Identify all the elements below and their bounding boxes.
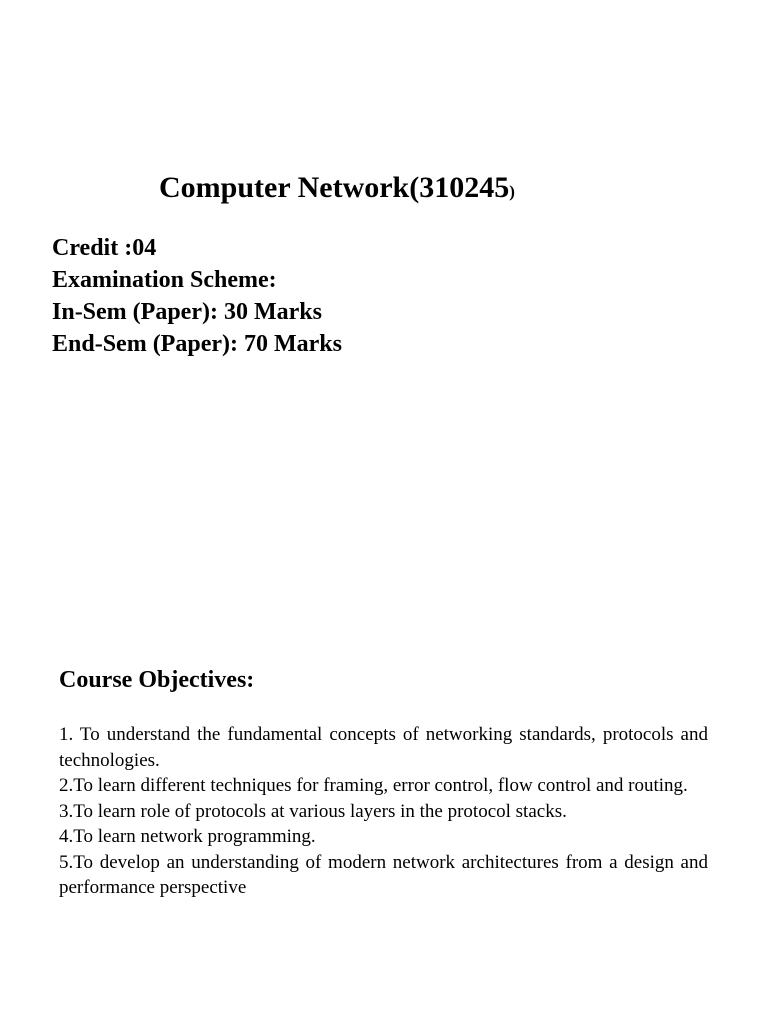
end-sem-marks-line: End-Sem (Paper): 70 Marks bbox=[52, 331, 342, 357]
credit-line: Credit :04 bbox=[52, 235, 157, 261]
examination-scheme-line: Examination Scheme: bbox=[52, 267, 277, 293]
page-title bbox=[159, 168, 515, 212]
objective-item-2: 2.To learn different techniques for framing, error control, flow control and routing. bbox=[59, 775, 688, 796]
course-title-text: Computer Network(310245 bbox=[159, 171, 510, 204]
in-sem-marks-line: In-Sem (Paper): 30 Marks bbox=[52, 299, 322, 325]
course-objectives-heading: Course Objectives: bbox=[59, 667, 255, 693]
course-title-close-paren: ) bbox=[509, 182, 515, 201]
objective-item-1: 1. To understand the fundamental concepts of networking standards, protocols and technologies. bbox=[59, 724, 708, 771]
objective-item-3: 3.To learn role of protocols at various layers in the protocol stacks. bbox=[59, 800, 567, 822]
course-objectives-list bbox=[59, 722, 708, 901]
examination-scheme-block bbox=[52, 232, 342, 360]
objective-item-5: 5.To develop an understanding of modern network architectures from a design and performance perspective bbox=[59, 851, 708, 898]
objective-item-4: 4.To learn network programming. bbox=[59, 826, 316, 847]
